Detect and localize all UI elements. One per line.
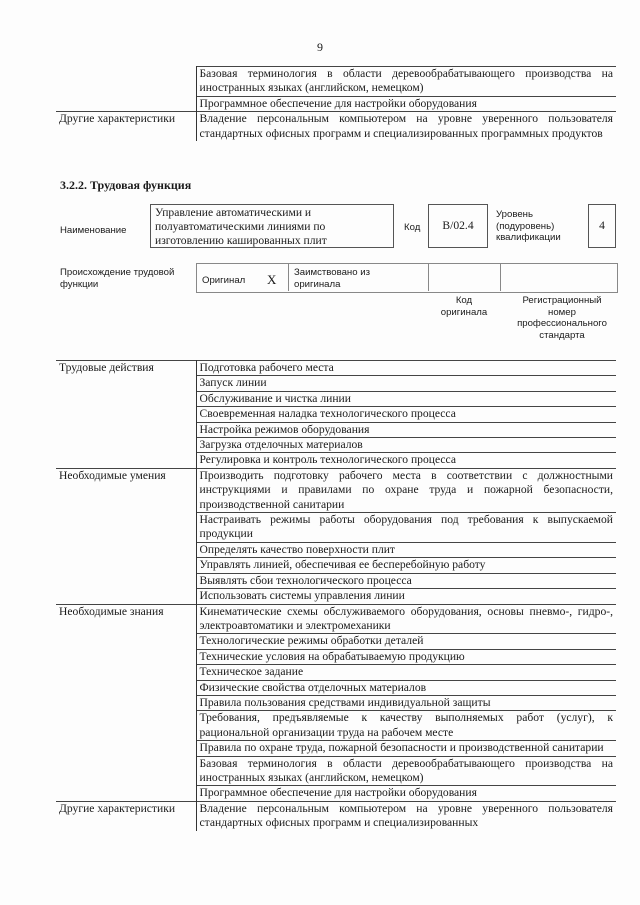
labor-action-item: Своевременная наладка технологического процесса [196, 407, 616, 422]
skill-item: Использовать системы управления линии [196, 589, 616, 604]
labor-action-group-label: Трудовые действия [56, 361, 196, 469]
labor-action-item: Обслуживание и чистка линии [196, 391, 616, 406]
knowledge-item: Правила пользования средствами индивидуальной защиты [196, 695, 616, 710]
knowledge-item: Базовая терминология в области деревообрабатывающего производства на иностранных языках (английском, немецком) [196, 756, 616, 786]
table-row-text: Базовая терминология в области деревообрабатывающего производства на иностранных языках (английском, немецком) [196, 67, 616, 97]
other-characteristics-text: Владение персональным компьютером на уровне уверенного пользователя стандартных офисных программ и специализированных [199, 801, 613, 830]
top-continuation-table [56, 66, 616, 141]
section-heading: 3.2.2. Трудовая функция [60, 178, 192, 192]
table-row-text: Программное обеспечение для настройки оборудования [196, 96, 616, 111]
name-label: Наименование [60, 225, 127, 236]
code-value-box [428, 204, 488, 248]
knowledge-group-label: Необходимые знания [56, 604, 196, 801]
labor-action-item: Запуск линии [196, 376, 616, 391]
knowledge-item: Кинематические схемы обслуживаемого оборудования, основы пневмо-, гидро-, электроавтоматики и электромеханики [196, 604, 616, 634]
labor-action-item: Загрузка отделочных материалов [196, 438, 616, 453]
name-value: Управление автоматическими и полуавтоматическими линиями по изготовлению кашированных плит [155, 206, 327, 247]
knowledge-item: Правила по охране труда, пожарной безопасности и производственной санитарии [196, 741, 616, 756]
borrowed-label: Заимствовано из оригинала [294, 267, 370, 290]
origin-divider [428, 263, 429, 291]
knowledge-item: Техническое задание [196, 665, 616, 680]
other-characteristics-text: Владение персональным компьютером на уровне уверенного пользователя стандартных офисных программ и специализированных программных продуктов [199, 112, 613, 140]
level-label: Уровень (подуровень) квалификации [496, 209, 561, 243]
code-value: B/02.4 [442, 219, 474, 232]
level-value-box [588, 204, 616, 248]
level-value: 4 [599, 219, 605, 232]
knowledge-item: Программное обеспечение для настройки оборудования [196, 786, 616, 801]
other-characteristics-label: Другие характеристики [56, 801, 196, 830]
skill-item: Настраивать режимы работы оборудования под требования к выпускаемой продукции [196, 513, 616, 543]
origin-divider [288, 263, 289, 291]
name-value-box [150, 204, 394, 248]
code-original-label: Код оригинала [440, 295, 488, 318]
skill-item: Производить подготовку рабочего места в соответствии с должностными инструкциями и правилами по охране труда и пожарной безопасности, производственной санитарии [196, 468, 616, 512]
other-characteristics-label: Другие характеристики [56, 112, 196, 141]
skill-item: Управлять линией, обеспечивая ее бесперебойную работу [196, 558, 616, 573]
labor-action-item: Подготовка рабочего места [196, 361, 616, 376]
knowledge-item: Требования, предъявляемые к качеству выполняемых работ (услуг), к рациональной организации труда на рабочем месте [196, 711, 616, 741]
original-label: Оригинал [202, 275, 246, 286]
main-table [56, 360, 616, 831]
table-row-label [56, 67, 196, 97]
skill-item: Определять качество поверхности плит [196, 542, 616, 557]
code-label: Код [404, 222, 421, 233]
origin-divider [500, 263, 501, 291]
origin-row-box [196, 263, 618, 293]
knowledge-item: Технические условия на обрабатываемую продукцию [196, 649, 616, 664]
table-row-label [56, 96, 196, 111]
labor-action-item: Настройка режимов оборудования [196, 422, 616, 437]
skill-group-label: Необходимые умения [56, 468, 196, 604]
original-mark: X [267, 272, 277, 287]
reg-number-label: Регистрационный номер профессионального стандарта [517, 295, 607, 341]
knowledge-item: Технологические режимы обработки деталей [196, 634, 616, 649]
origin-label: Происхождение трудовой функции [60, 267, 175, 290]
page-number: 9 [317, 40, 323, 54]
skill-item: Выявлять сбои технологического процесса [196, 573, 616, 588]
knowledge-item: Физические свойства отделочных материалов [196, 680, 616, 695]
labor-action-item: Регулировка и контроль технологического процесса [196, 453, 616, 468]
